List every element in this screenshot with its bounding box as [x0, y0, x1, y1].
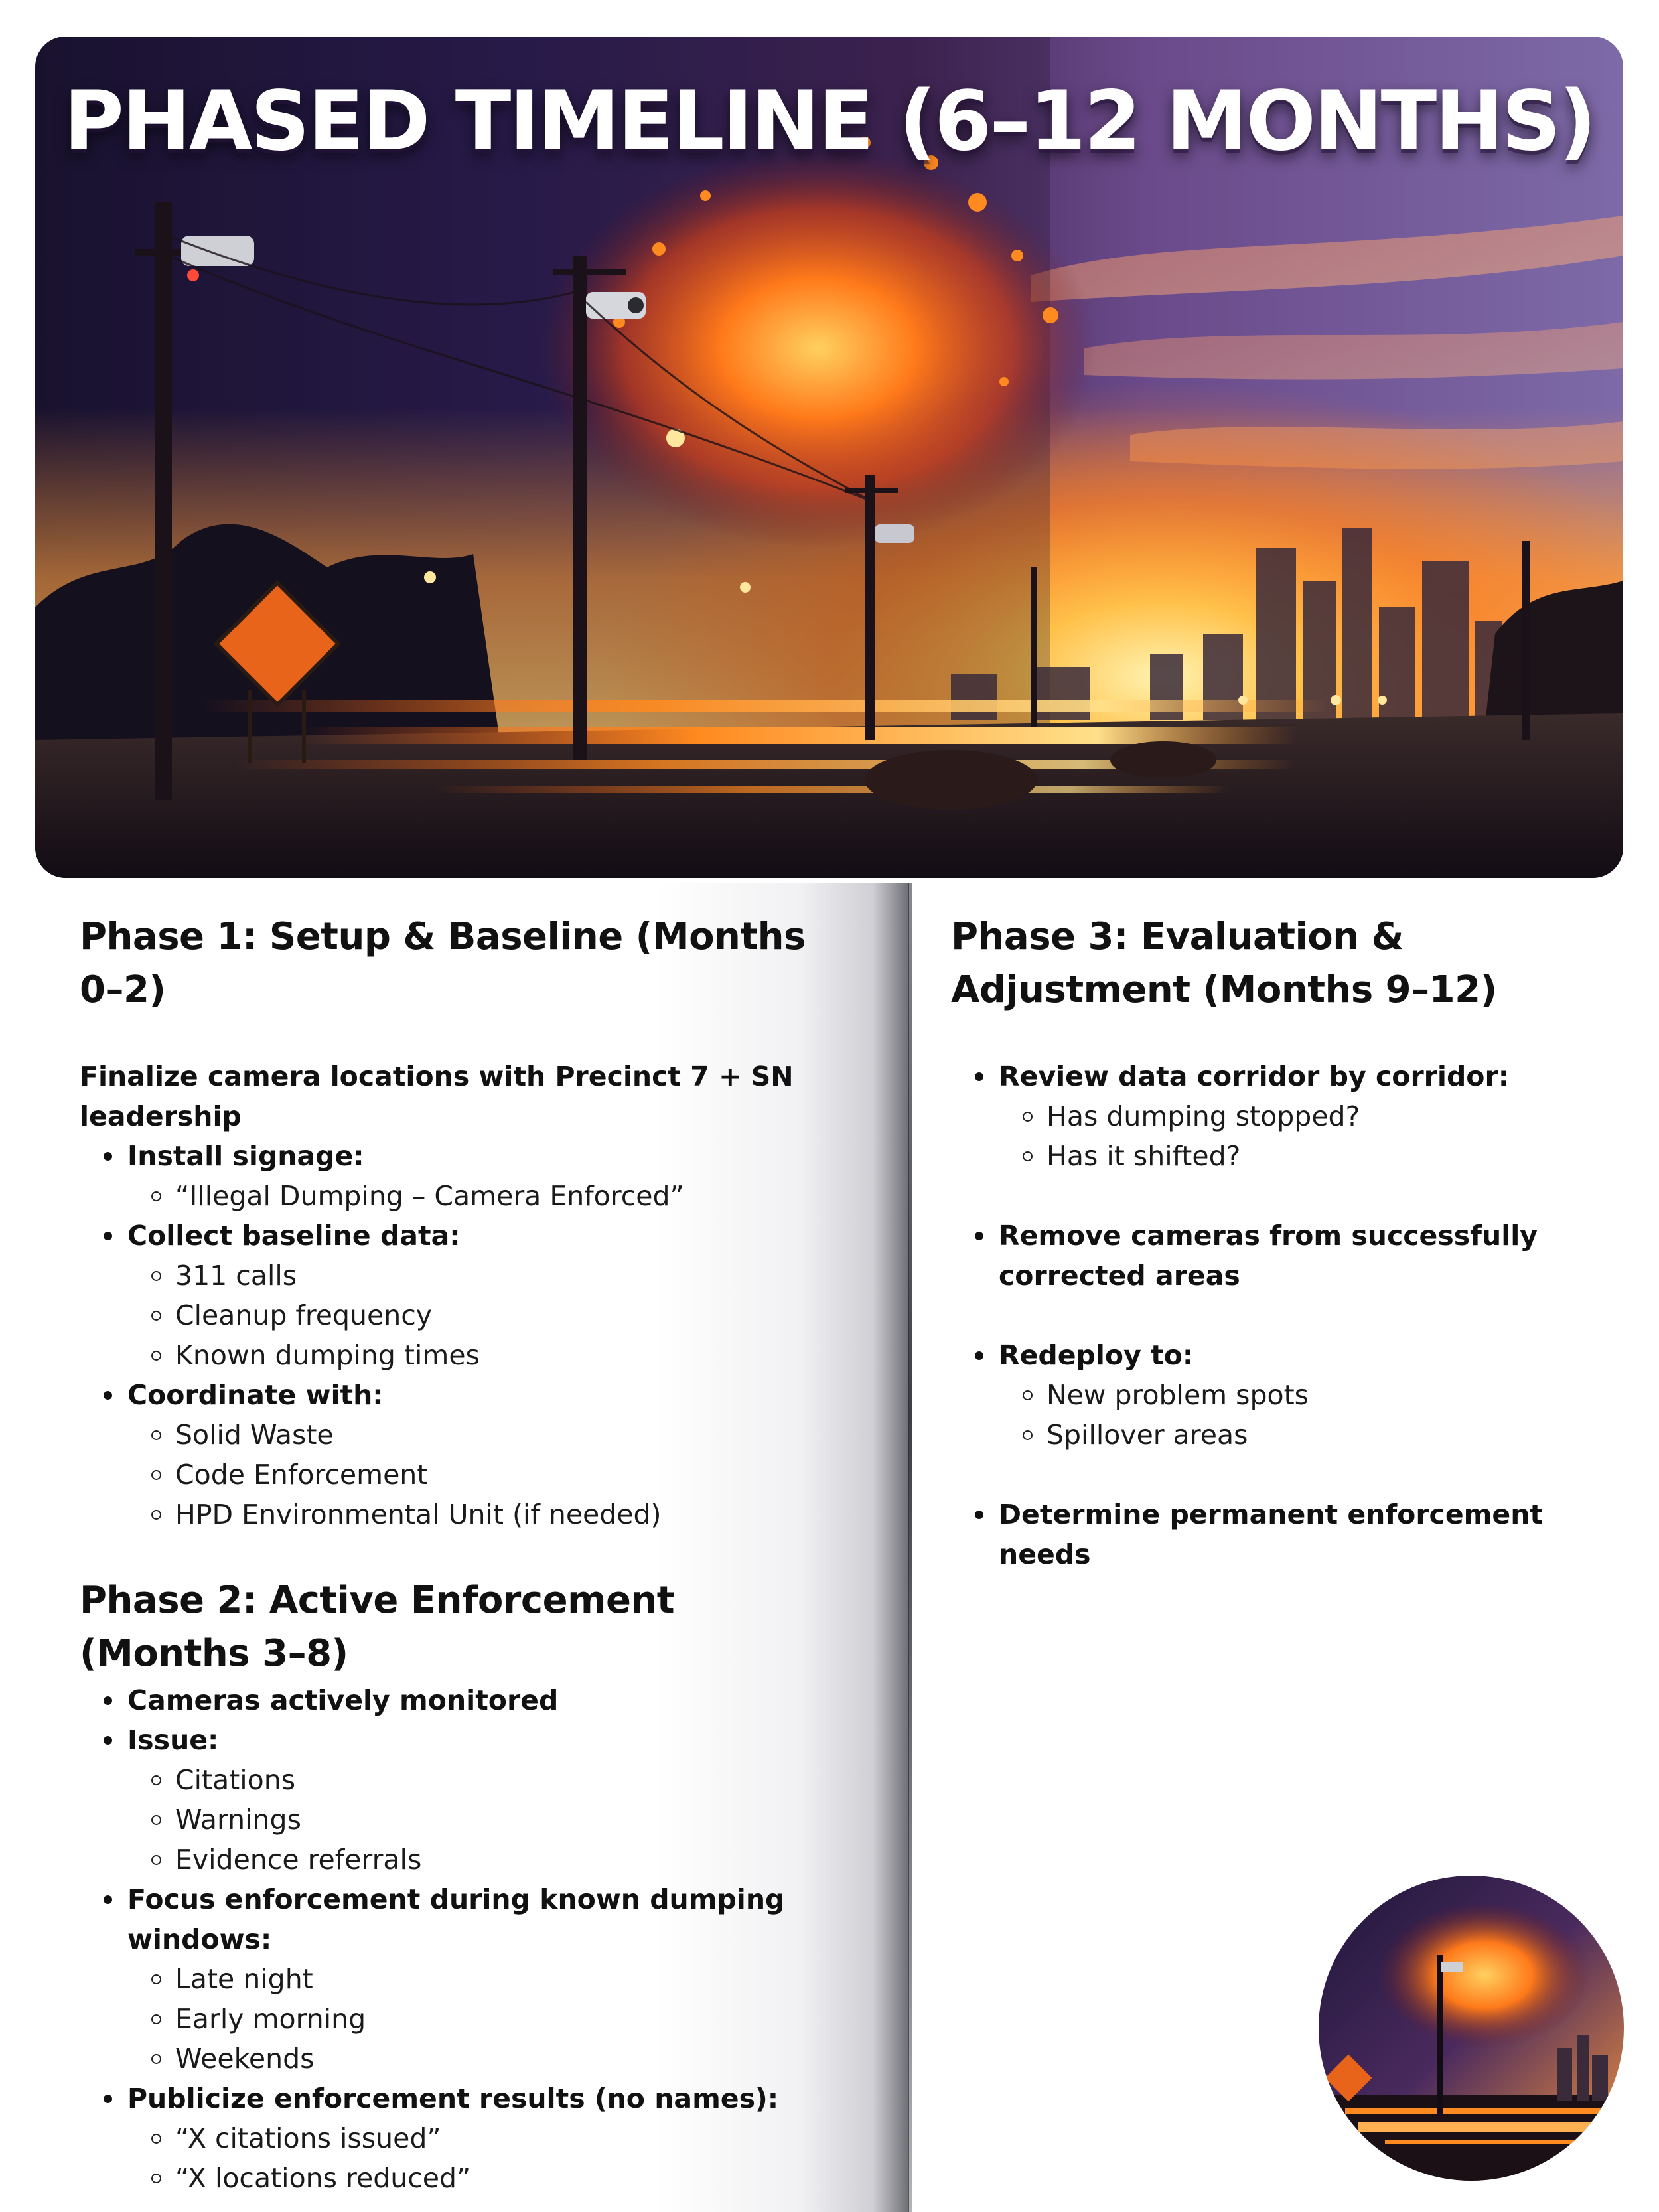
sub-list-item: Known dumping times [127, 1335, 856, 1375]
phase3-list [951, 1057, 1615, 1574]
phase2-title: Phase 2: Active Enforcement (Months 3–8) [80, 1579, 675, 1675]
sub-list-item: Spillover areas [999, 1415, 1615, 1455]
sub-list-item: New problem spots [999, 1375, 1615, 1415]
column-divider [908, 883, 912, 2212]
phase1-lead: Finalize camera locations with Precinct 7 + SN leadership [80, 1061, 794, 1132]
sub-list-item: Citations [127, 1760, 856, 1800]
list-item-label: Publicize enforcement results (no names): [127, 2083, 779, 2114]
sub-list-item: Weekends [127, 2039, 856, 2079]
sub-list-item: 311 calls [127, 1256, 856, 1295]
list-item [951, 1495, 1615, 1574]
list-item [951, 1335, 1615, 1455]
sub-list-item: “X locations reduced” [127, 2158, 856, 2198]
page-title: PHASED TIMELINE (6–12 MONTHS) [64, 74, 1595, 169]
phase1-list [80, 1136, 856, 1534]
list-item-label: Focus enforcement during known dumping windows: [127, 1883, 785, 1955]
list-item-label: Install signage: [127, 1140, 364, 1172]
sub-list-item: Code Enforcement [127, 1455, 856, 1495]
thumbnail-illustration [1319, 1876, 1624, 2181]
list-item-label: Collect baseline data: [127, 1220, 461, 1252]
sub-list-item: Late night [127, 1959, 856, 1999]
list-item-label: Remove cameras from successfully corrected areas [999, 1220, 1538, 1291]
left-column [80, 911, 856, 2198]
list-item [80, 1880, 856, 2079]
sub-list-item: Early morning [127, 1999, 856, 2039]
sub-list-item: Warnings [127, 1800, 856, 1840]
phase2-list [80, 1680, 856, 2198]
sub-list-item: “Illegal Dumping – Camera Enforced” [127, 1176, 856, 1216]
list-item-label: Coordinate with: [127, 1379, 384, 1411]
list-item-label: Determine permanent enforcement needs [999, 1499, 1543, 1570]
hero-banner [35, 37, 1623, 878]
sub-list-item: HPD Environmental Unit (if needed) [127, 1495, 856, 1534]
list-item [80, 1720, 856, 1880]
list-item-label: Review data corridor by corridor: [999, 1061, 1510, 1092]
sub-list-item: Evidence referrals [127, 1840, 856, 1880]
list-item [951, 1216, 1615, 1295]
phase3-title: Phase 3: Evaluation & Adjustment (Months 9–12) [951, 915, 1497, 1011]
list-item-label: Issue: [127, 1724, 219, 1756]
list-item [80, 1136, 856, 1216]
list-item [80, 1680, 856, 1720]
sub-list-item: Has dumping stopped? [999, 1096, 1615, 1136]
phase1-title: Phase 1: Setup & Baseline (Months 0–2) [80, 915, 806, 1011]
sub-list-item: “X citations issued” [127, 2118, 856, 2158]
right-column [951, 911, 1615, 1574]
list-item [80, 1216, 856, 1375]
sub-list-item: Has it shifted? [999, 1136, 1615, 1176]
list-item-label: Redeploy to: [999, 1339, 1194, 1371]
list-item [80, 1375, 856, 1534]
list-item-label: Cameras actively monitored [127, 1684, 559, 1716]
list-item [951, 1057, 1615, 1176]
sub-list-item: Cleanup frequency [127, 1295, 856, 1335]
list-item [80, 2079, 856, 2198]
hero-thumbnail [1319, 1876, 1624, 2181]
sub-list-item: Solid Waste [127, 1415, 856, 1455]
